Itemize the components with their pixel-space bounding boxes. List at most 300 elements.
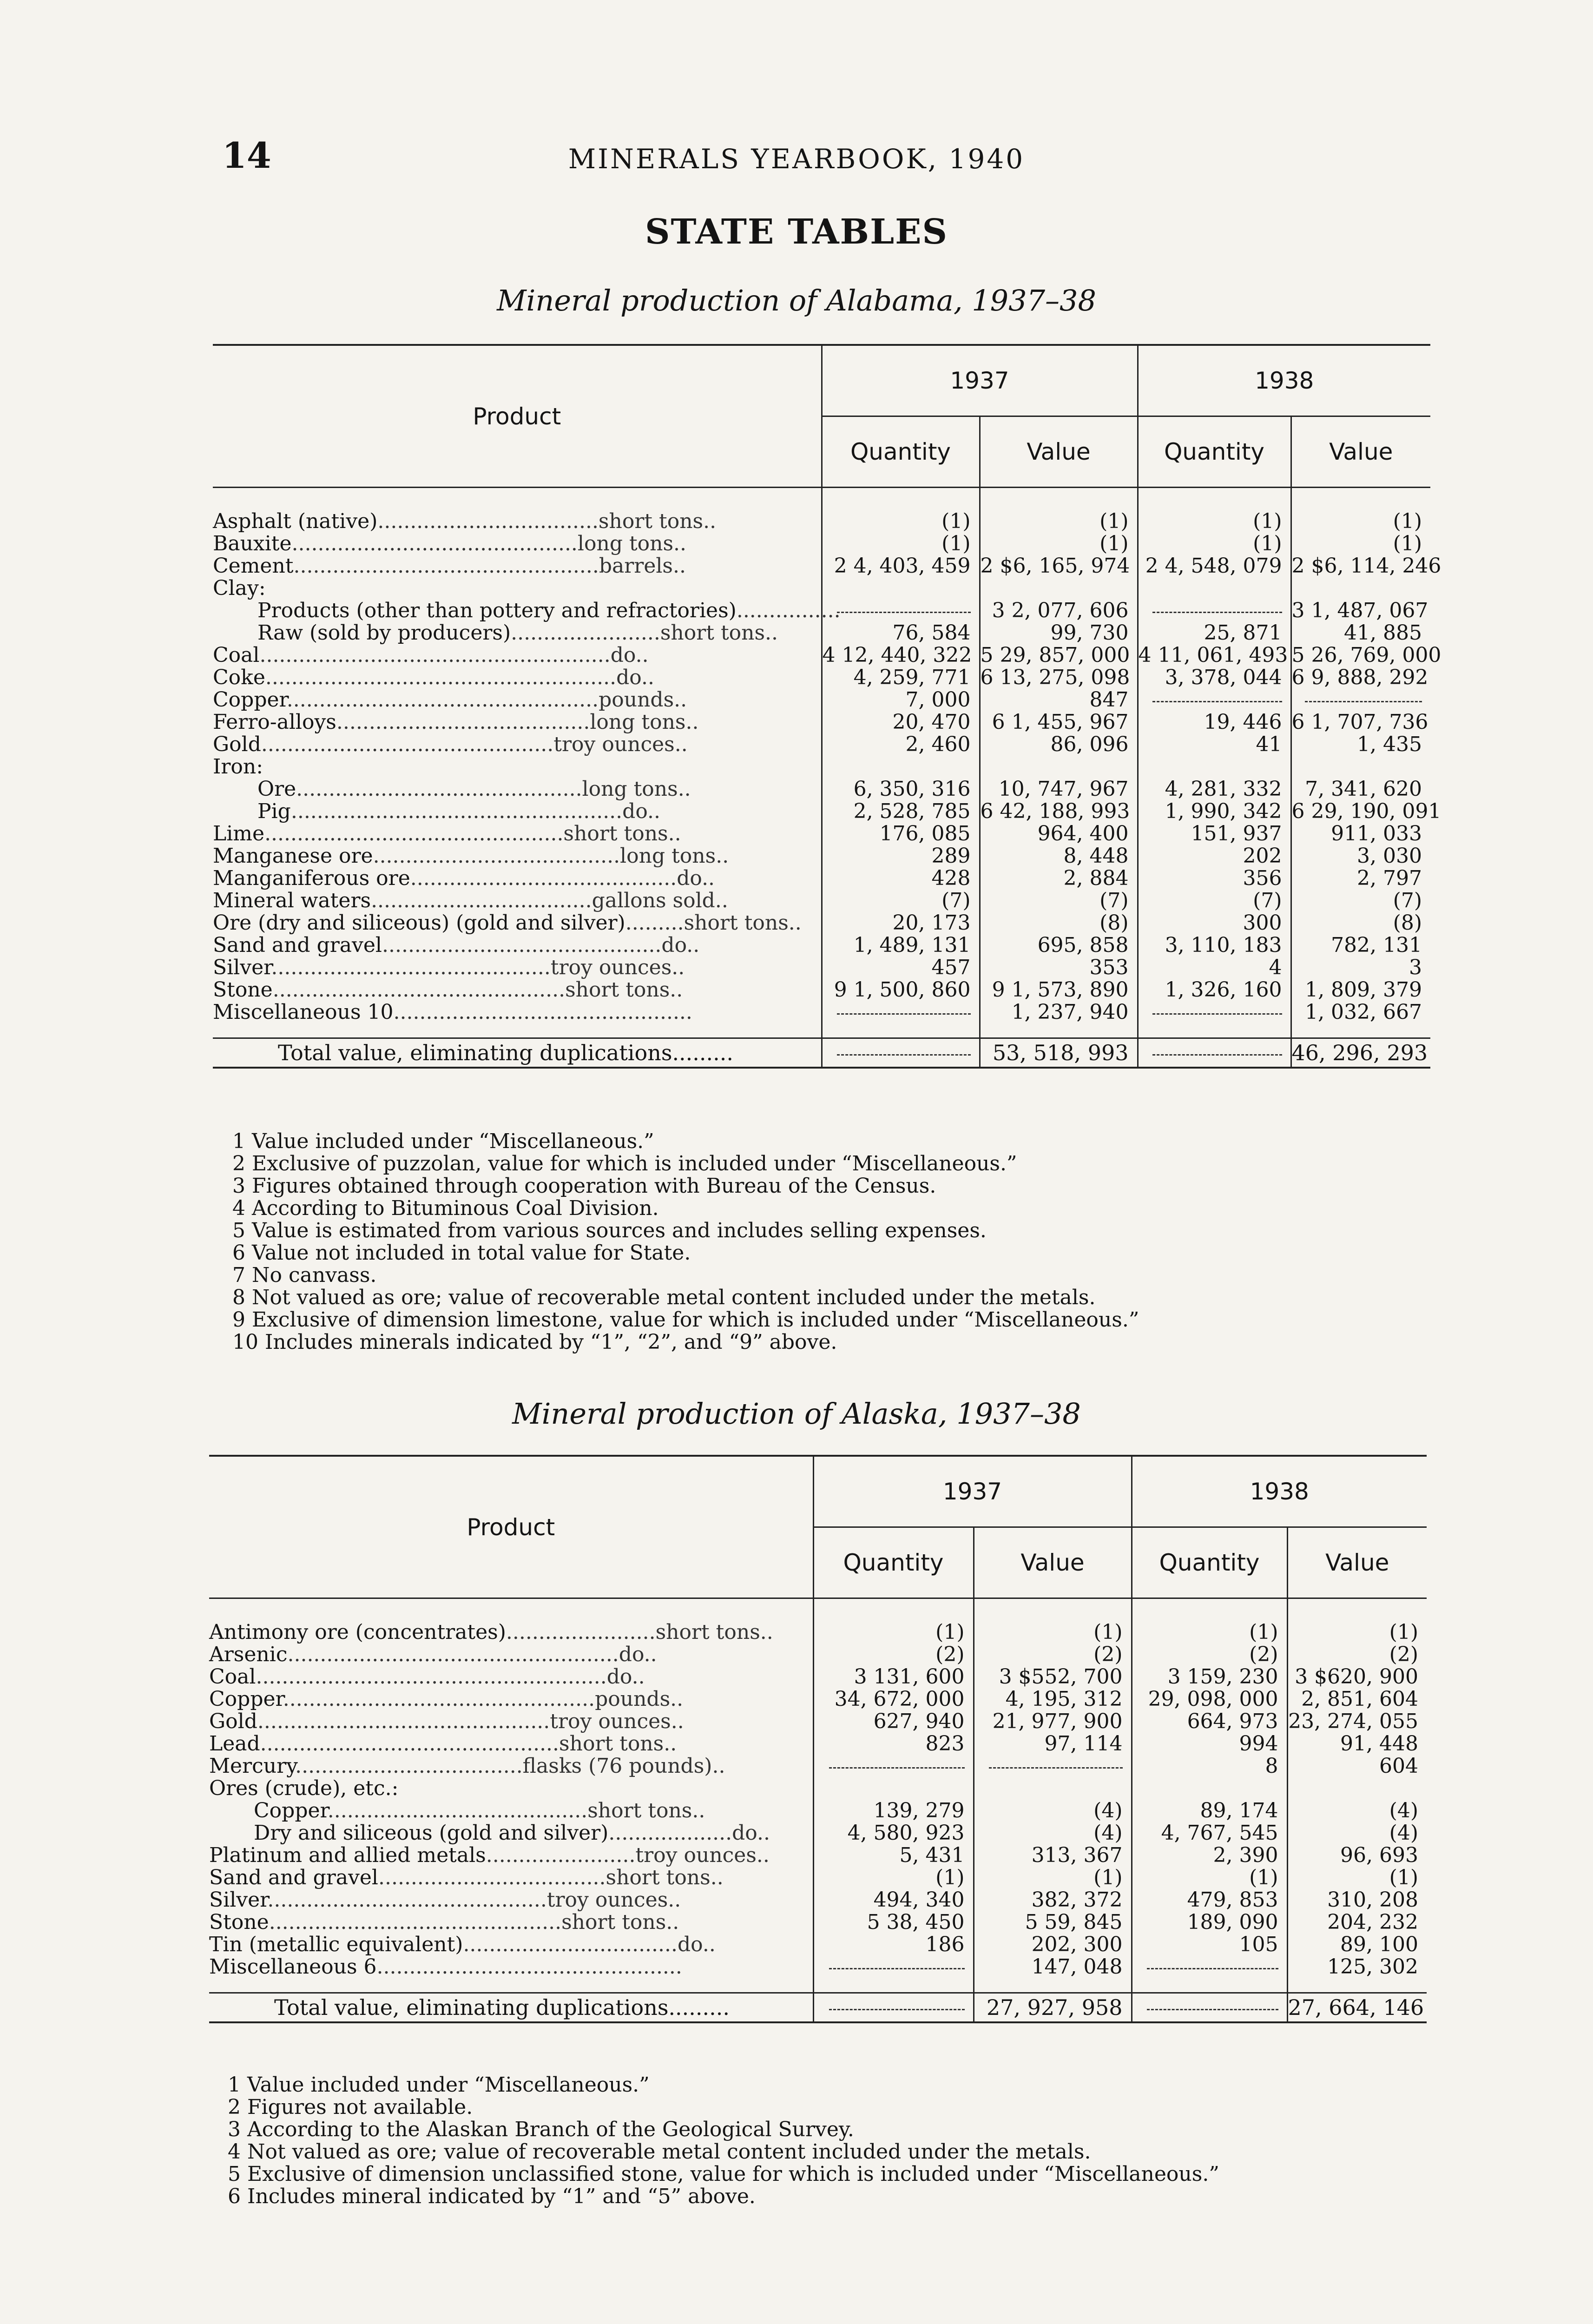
quantity-1937-cell: 20, 173 (822, 912, 980, 934)
product-name: Raw (sold by producers).......................short tons.. (257, 621, 778, 645)
quantity-header: Quantity (822, 416, 980, 488)
dash-placeholder (1152, 611, 1282, 613)
unit-leader: .............................................troy ounces.. (261, 733, 688, 756)
dash-placeholder (1152, 700, 1282, 702)
value-1938-cell: 6 29, 190, 091 (1291, 799, 1442, 823)
dash-placeholder (1147, 2008, 1278, 2010)
value-1937-cell (980, 577, 1138, 600)
spacer-cell (213, 1023, 822, 1038)
spacer-cell (1138, 1023, 1291, 1038)
quantity-1938-cell: 29, 098, 000 (1132, 1688, 1287, 1710)
total-label: Total value, eliminating duplications......... (213, 1038, 822, 1068)
spacer-cell (1291, 488, 1430, 511)
value-1938-cell (1291, 689, 1430, 711)
value-1937-cell: (4) (974, 1822, 1132, 1844)
value-1938-cell: (4) (1287, 1822, 1427, 1844)
unit-leader: ................ (736, 599, 841, 622)
running-head: MINERALS YEARBOOK, 1940 (568, 143, 1025, 175)
table-row (213, 912, 1430, 934)
unit-leader: .........................................do.. (410, 866, 715, 890)
quantity-1938-cell: 3, 378, 044 (1138, 667, 1291, 689)
table-row (209, 1710, 1427, 1733)
unit-leader: ......................................long tons.. (373, 844, 729, 868)
table-row (213, 890, 1430, 912)
table-row (213, 867, 1430, 890)
product-name: Clay: (213, 576, 266, 600)
quantity-1938-cell: 25, 871 (1138, 622, 1291, 644)
value-1937-cell: 5 29, 857, 000 (980, 644, 1138, 667)
unit-leader: ...........................................troy ounces.. (267, 1888, 681, 1912)
value-header: Value (980, 416, 1138, 488)
quantity-1938-cell: 356 (1138, 867, 1291, 890)
spacer-cell (974, 1978, 1132, 1993)
quantity-1938-cell: 4, 767, 545 (1132, 1822, 1287, 1844)
spacer-cell (1138, 488, 1291, 511)
table-row (209, 1733, 1427, 1755)
year-header-1937: 1937 (813, 1456, 1132, 1527)
value-header: Value (1287, 1527, 1427, 1598)
footnote: 6 Value not included in total value for State. (232, 1241, 691, 1265)
value-1937-cell: (8) (980, 912, 1138, 934)
quantity-header: Quantity (1132, 1527, 1287, 1598)
quantity-1938-cell: 4 (1138, 957, 1291, 979)
value-1938-cell: (1) (1287, 1621, 1427, 1644)
product-name: Sand and gravel...................................short tons.. (209, 1866, 724, 1889)
value-1938-cell: (4) (1287, 1800, 1427, 1822)
table-row (209, 1956, 1427, 1978)
spacer-cell (974, 1598, 1132, 1622)
quantity-1937-cell: 2 4, 403, 459 (822, 555, 980, 577)
table-row (209, 1621, 1427, 1644)
quantity-1937-cell: 4, 259, 771 (822, 667, 980, 689)
table-row (213, 622, 1430, 644)
product-name: Lime..............................................short tons.. (213, 822, 681, 845)
product-name: Platinum and allied metals.......................troy ounces.. (209, 1843, 770, 1867)
value-1937-cell: 6 1, 455, 967 (980, 711, 1138, 733)
quantity-1938-cell: (1) (1138, 533, 1291, 555)
quantity-1938-cell: 8 (1132, 1755, 1287, 1777)
value-1937-cell: 382, 372 (974, 1889, 1132, 1911)
value-1937-cell (980, 756, 1138, 778)
quantity-1937-cell: 428 (822, 867, 980, 890)
quantity-1938-cell: 4 11, 061, 493 (1138, 644, 1291, 667)
value-header: Value (1291, 416, 1430, 488)
value-1938-cell: 2, 797 (1291, 867, 1430, 890)
quantity-1937-cell: (1) (813, 1621, 974, 1644)
footnote: 4 According to Bituminous Coal Division. (232, 1196, 659, 1220)
quantity-1938-cell: 1, 326, 160 (1138, 979, 1291, 1001)
value-1937-cell: (1) (974, 1867, 1132, 1889)
value-1938-cell: 310, 208 (1287, 1889, 1427, 1911)
total-quantity-1938 (1132, 1993, 1287, 2023)
spacer-cell (980, 1023, 1138, 1038)
table-row (209, 1777, 1427, 1800)
value-1937-cell: 6 13, 275, 098 (980, 667, 1138, 689)
value-1937-cell: 3 2, 077, 606 (980, 600, 1138, 622)
total-label: Total value, eliminating duplications......... (209, 1993, 813, 2023)
quantity-1937-cell (813, 1755, 974, 1777)
product-name: Silver...........................................troy ounces.. (213, 956, 685, 979)
value-1938-cell: 41, 885 (1291, 622, 1430, 644)
product-name: Ores (crude), etc.: (209, 1776, 399, 1800)
unit-leader: ............................................long tons.. (296, 777, 691, 801)
quantity-1938-cell: 664, 973 (1132, 1710, 1287, 1733)
value-1937-cell: 313, 367 (974, 1844, 1132, 1867)
alabama-table (213, 344, 1442, 1069)
spacer-cell (822, 488, 980, 511)
footnote: 10 Includes minerals indicated by “1”, “2”, and “9” above. (232, 1330, 837, 1354)
value-1938-cell: (1) (1291, 510, 1430, 533)
quantity-1937-cell: 823 (813, 1733, 974, 1755)
spacer-cell (813, 1598, 974, 1622)
table-row (213, 1001, 1430, 1023)
value-1937-cell: 202, 300 (974, 1934, 1132, 1956)
product-name: Miscellaneous 6............................................... (209, 1955, 682, 1979)
value-1938-cell: 6 9, 888, 292 (1291, 667, 1430, 689)
value-1937-cell: 5 59, 845 (974, 1911, 1132, 1934)
total-quantity-1937 (822, 1038, 980, 1068)
unit-leader: ...........................................do.. (382, 933, 700, 957)
value-1937-cell: (7) (980, 890, 1138, 912)
spacer-cell (209, 1598, 813, 1622)
alaska-caption: Mineral production of Alaska, 1937–38 (512, 1397, 1081, 1431)
product-name: Asphalt (native)..................................short tons.. (213, 509, 717, 533)
unit-leader: .........short tons.. (625, 911, 802, 935)
unit-leader: ......................................................do.. (256, 1665, 645, 1689)
quantity-1938-cell: 189, 090 (1132, 1911, 1287, 1934)
footnote: 9 Exclusive of dimension limestone, value for which is included under “Miscellaneous.” (232, 1308, 1139, 1332)
value-1938-cell (1291, 756, 1430, 778)
table-row (213, 823, 1430, 845)
spacer-cell (1291, 1023, 1430, 1038)
total-value-1938: 46, 296, 293 (1291, 1038, 1430, 1068)
product-name: Silver...........................................troy ounces.. (209, 1888, 681, 1912)
value-1937-cell: (2) (974, 1644, 1132, 1666)
alaska-footnotes (228, 2074, 1219, 2208)
product-name: Cement...............................................barrels.. (213, 554, 686, 578)
quantity-1937-cell (822, 756, 980, 778)
value-1937-cell (974, 1755, 1132, 1777)
dash-placeholder (1152, 1013, 1282, 1015)
value-1938-cell: 3 1, 487, 067 (1291, 600, 1430, 622)
alabama-caption: Mineral production of Alabama, 1937–38 (497, 284, 1096, 317)
unit-leader: ...........................................troy ounces.. (271, 956, 685, 979)
value-1938-cell (1291, 577, 1430, 600)
quantity-1938-cell: (2) (1132, 1644, 1287, 1666)
unit-leader: ......................................................do.. (265, 666, 654, 689)
product-name: Coke......................................................do.. (213, 666, 654, 689)
product-name: Manganese ore......................................long tons.. (213, 844, 729, 868)
quantity-1937-cell: 2, 460 (822, 733, 980, 756)
footnote: 7 No canvass. (232, 1263, 377, 1287)
value-1938-cell: (8) (1291, 912, 1430, 934)
value-1937-cell: (1) (980, 510, 1138, 533)
footnote: 1 Value included under “Miscellaneous.” (232, 1129, 654, 1153)
unit-leader: ................................................pounds.. (286, 688, 687, 712)
value-1938-cell: 1, 032, 667 (1291, 1001, 1430, 1023)
unit-leader: .............................................troy ounces.. (257, 1710, 684, 1733)
value-1938-cell: 204, 232 (1287, 1911, 1427, 1934)
quantity-1938-cell (1138, 577, 1291, 600)
quantity-1938-cell: 89, 174 (1132, 1800, 1287, 1822)
product-name: Copper................................................pounds.. (209, 1687, 684, 1711)
unit-leader: ............................................... (376, 1955, 682, 1979)
value-1938-cell: (2) (1287, 1644, 1427, 1666)
quantity-1937-cell: (7) (822, 890, 980, 912)
quantity-1937-cell: (1) (813, 1867, 974, 1889)
value-1937-cell: 8, 448 (980, 845, 1138, 867)
value-1937-cell: 4, 195, 312 (974, 1688, 1132, 1710)
quantity-1937-cell: (1) (822, 510, 980, 533)
value-1937-cell: 147, 048 (974, 1956, 1132, 1978)
quantity-1937-cell (813, 1777, 974, 1800)
quantity-1937-cell (822, 600, 980, 622)
table-row (209, 1844, 1427, 1867)
unit-leader: .............................................short tons.. (272, 978, 683, 1002)
value-1937-cell (974, 1777, 1132, 1800)
product-name: Mercury...................................flasks (76 pounds).. (209, 1754, 725, 1778)
unit-leader: ..................................short tons.. (377, 509, 717, 533)
quantity-1938-cell: 3, 110, 183 (1138, 934, 1291, 957)
value-1938-cell: 5 26, 769, 000 (1291, 643, 1442, 667)
product-name: Copper................................................pounds.. (213, 688, 687, 712)
quantity-1938-cell: 4, 281, 332 (1138, 778, 1291, 800)
value-1938-cell: 23, 274, 055 (1287, 1710, 1427, 1733)
table-row (213, 689, 1430, 711)
table-row (209, 1644, 1427, 1666)
quantity-1937-cell: 3 131, 600 (813, 1666, 974, 1688)
product-name: Pig...................................................do.. (257, 799, 661, 823)
dash-placeholder (829, 1967, 965, 1969)
unit-leader: ...................do.. (608, 1821, 770, 1845)
product-name: Gold.............................................troy ounces.. (213, 733, 688, 756)
value-1937-cell: 9 1, 573, 890 (980, 979, 1138, 1001)
quantity-1937-cell: 6, 350, 316 (822, 778, 980, 800)
table-row (213, 934, 1430, 957)
total-quantity-1938 (1138, 1038, 1291, 1068)
quantity-1938-cell (1138, 1001, 1291, 1023)
quantity-1937-cell: 4, 580, 923 (813, 1822, 974, 1844)
unit-leader: ...................................................do.. (287, 1643, 657, 1666)
unit-leader: ...................................flasks (76 pounds).. (295, 1754, 725, 1778)
table-row (213, 800, 1430, 823)
dash-placeholder (989, 1767, 1122, 1769)
total-row (213, 1038, 1430, 1068)
unit-leader: .............................................. (393, 1000, 692, 1024)
product-name: Sand and gravel...........................................do.. (213, 933, 700, 957)
value-1937-cell: 99, 730 (980, 622, 1138, 644)
product-name: Gold.............................................troy ounces.. (209, 1710, 684, 1733)
value-1938-cell: 1, 435 (1291, 733, 1430, 756)
value-1937-cell: (1) (980, 533, 1138, 555)
spacer-cell (822, 1023, 980, 1038)
unit-leader: ..................................gallons sold.. (371, 889, 728, 912)
quantity-1938-cell: 151, 937 (1138, 823, 1291, 845)
product-name: Lead..............................................short tons.. (209, 1732, 677, 1756)
total-row (209, 1993, 1427, 2023)
quantity-1938-cell: 41 (1138, 733, 1291, 756)
product-name: Bauxite............................................long tons.. (213, 532, 687, 555)
product-name: Tin (metallic equivalent).................................do.. (209, 1933, 716, 1956)
product-header: Product (213, 345, 822, 488)
value-1938-cell: (1) (1287, 1867, 1427, 1889)
quantity-1938-cell (1138, 600, 1291, 622)
unit-leader: ..............................................short tons.. (264, 822, 681, 845)
unit-leader: .......................troy ounces.. (486, 1843, 770, 1867)
table-row (209, 1934, 1427, 1956)
spacer-cell (1287, 1598, 1427, 1622)
quantity-1938-cell: 2 4, 548, 079 (1138, 555, 1291, 577)
total-value-1937: 53, 518, 993 (980, 1038, 1138, 1068)
footnote: 8 Not valued as ore; value of recoverable metal content included under the metals. (232, 1286, 1096, 1309)
spacer-cell (1132, 1978, 1287, 1993)
value-1938-cell: 96, 693 (1287, 1844, 1427, 1867)
table-row (209, 1666, 1427, 1688)
quantity-1937-cell: 4 12, 440, 322 (822, 644, 980, 667)
unit-leader: ...................................................do.. (290, 799, 661, 823)
quantity-1938-cell (1132, 1956, 1287, 1978)
footnote: 5 Value is estimated from various sources and includes selling expenses. (232, 1219, 987, 1242)
table-row (209, 1755, 1427, 1777)
quantity-header: Quantity (813, 1527, 974, 1598)
quantity-1937-cell: 494, 340 (813, 1889, 974, 1911)
value-1937-cell: (4) (974, 1800, 1132, 1822)
quantity-1937-cell: 627, 940 (813, 1710, 974, 1733)
value-1938-cell: 911, 033 (1291, 823, 1430, 845)
quantity-1938-cell: 19, 446 (1138, 711, 1291, 733)
dash-placeholder (1152, 1054, 1282, 1056)
quantity-1937-cell: 34, 672, 000 (813, 1688, 974, 1710)
quantity-1937-cell: 9 1, 500, 860 (822, 979, 980, 1001)
dash-placeholder (837, 611, 970, 613)
value-1937-cell: 10, 747, 967 (980, 778, 1138, 800)
section-title: STATE TABLES (645, 212, 948, 252)
product-name: Coal......................................................do.. (213, 643, 649, 667)
unit-leader: ............................................long tons.. (291, 532, 687, 555)
footnote: 3 Figures obtained through cooperation with Bureau of the Census. (232, 1174, 936, 1198)
value-1938-cell (1287, 1777, 1427, 1800)
value-1938-cell: 125, 302 (1287, 1956, 1427, 1978)
footnote: 2 Exclusive of puzzolan, value for which is included under “Miscellaneous.” (232, 1152, 1017, 1175)
quantity-1937-cell (822, 577, 980, 600)
table-row (213, 733, 1430, 756)
spacer-cell (813, 1978, 974, 1993)
table-row (213, 510, 1430, 533)
quantity-1937-cell (822, 1001, 980, 1023)
table-row (209, 1822, 1427, 1844)
unit-leader: .......................................long tons.. (336, 710, 699, 734)
value-1937-cell: 2 $6, 165, 974 (980, 555, 1138, 577)
unit-leader: ......................................................do.. (259, 643, 649, 667)
table-row (213, 845, 1430, 867)
quantity-1937-cell: 20, 470 (822, 711, 980, 733)
value-1937-cell: 1, 237, 940 (980, 1001, 1138, 1023)
value-1938-cell: 89, 100 (1287, 1934, 1427, 1956)
quantity-1938-cell: 479, 853 (1132, 1889, 1287, 1911)
quantity-1938-cell: 105 (1132, 1934, 1287, 1956)
table-row (209, 1911, 1427, 1934)
quantity-1938-cell: (1) (1138, 510, 1291, 533)
quantity-1937-cell: 289 (822, 845, 980, 867)
product-name: Iron: (213, 755, 263, 779)
value-1937-cell: 86, 096 (980, 733, 1138, 756)
value-1938-cell: (7) (1291, 890, 1430, 912)
quantity-1937-cell: 76, 584 (822, 622, 980, 644)
total-value-1937: 27, 927, 958 (974, 1993, 1132, 2023)
quantity-1938-cell (1138, 689, 1291, 711)
value-1938-cell: 604 (1287, 1755, 1427, 1777)
value-1938-cell: 3 (1291, 957, 1430, 979)
unit-leader: .......................short tons.. (506, 1620, 773, 1644)
unit-leader: ........................................short tons.. (327, 1799, 705, 1822)
value-1938-cell: (1) (1291, 533, 1430, 555)
quantity-1938-cell: 1, 990, 342 (1138, 800, 1291, 823)
value-1937-cell: 6 42, 188, 993 (980, 800, 1138, 823)
product-name: Manganiferous ore.........................................do.. (213, 866, 715, 890)
value-1938-cell: 3 $620, 900 (1287, 1666, 1427, 1688)
year-header-1937: 1937 (822, 345, 1138, 416)
dash-placeholder (1305, 700, 1422, 702)
product-name: Miscellaneous 10.............................................. (213, 1000, 692, 1024)
footnote: 4 Not valued as ore; value of recoverable metal content included under the metals. (228, 2140, 1091, 2164)
alabama-footnotes (232, 1130, 1139, 1353)
quantity-header: Quantity (1138, 416, 1291, 488)
quantity-1938-cell (1138, 756, 1291, 778)
quantity-1937-cell: (1) (822, 533, 980, 555)
value-1938-cell: 6 1, 707, 736 (1291, 711, 1430, 733)
product-name: Products (other than pottery and refractories)................ (257, 599, 841, 622)
quantity-1938-cell: (1) (1132, 1867, 1287, 1889)
product-name: Stone.............................................short tons.. (209, 1910, 679, 1934)
unit-leader: ..............................................short tons.. (260, 1732, 677, 1756)
footnote: 2 Figures not available. (228, 2095, 473, 2119)
value-1938-cell: 2 $6, 114, 246 (1291, 554, 1442, 578)
unit-leader: .................................do.. (463, 1933, 716, 1956)
table-row (213, 667, 1430, 689)
value-1938-cell: 3, 030 (1291, 845, 1430, 867)
table-row (213, 957, 1430, 979)
unit-leader: ...............................................barrels.. (293, 554, 686, 578)
value-1937-cell: 97, 114 (974, 1733, 1132, 1755)
year-header-1938: 1938 (1138, 345, 1430, 416)
product-name: Ore............................................long tons.. (257, 777, 691, 801)
table-row (209, 1867, 1427, 1889)
table-row (213, 600, 1430, 622)
dash-placeholder (837, 1054, 970, 1056)
spacer-cell (1287, 1978, 1427, 1993)
product-name: Copper........................................short tons.. (254, 1799, 705, 1822)
value-header: Value (974, 1527, 1132, 1598)
product-name: Coal......................................................do.. (209, 1665, 645, 1689)
dash-placeholder (1147, 1967, 1278, 1969)
unit-leader: .............................................short tons.. (269, 1910, 679, 1934)
footnote: 5 Exclusive of dimension unclassified stone, value for which is included under “Miscellaneous.” (228, 2162, 1219, 2186)
value-1937-cell: (1) (974, 1621, 1132, 1644)
value-1938-cell: 782, 131 (1291, 934, 1430, 957)
spacer-cell (209, 1978, 813, 1993)
footnote: 6 Includes mineral indicated by “1” and “5” above. (228, 2185, 756, 2208)
table-row (213, 979, 1430, 1001)
total-value-1938: 27, 664, 146 (1287, 1993, 1427, 2023)
value-1938-cell: 91, 448 (1287, 1733, 1427, 1755)
quantity-1938-cell (1132, 1777, 1287, 1800)
table-row (209, 1800, 1427, 1822)
unit-leader: ...................................short tons.. (378, 1866, 724, 1889)
value-1938-cell: 7, 341, 620 (1291, 778, 1430, 800)
dash-placeholder (829, 2008, 965, 2010)
page-number: 14 (222, 135, 271, 176)
table-row (213, 711, 1430, 733)
